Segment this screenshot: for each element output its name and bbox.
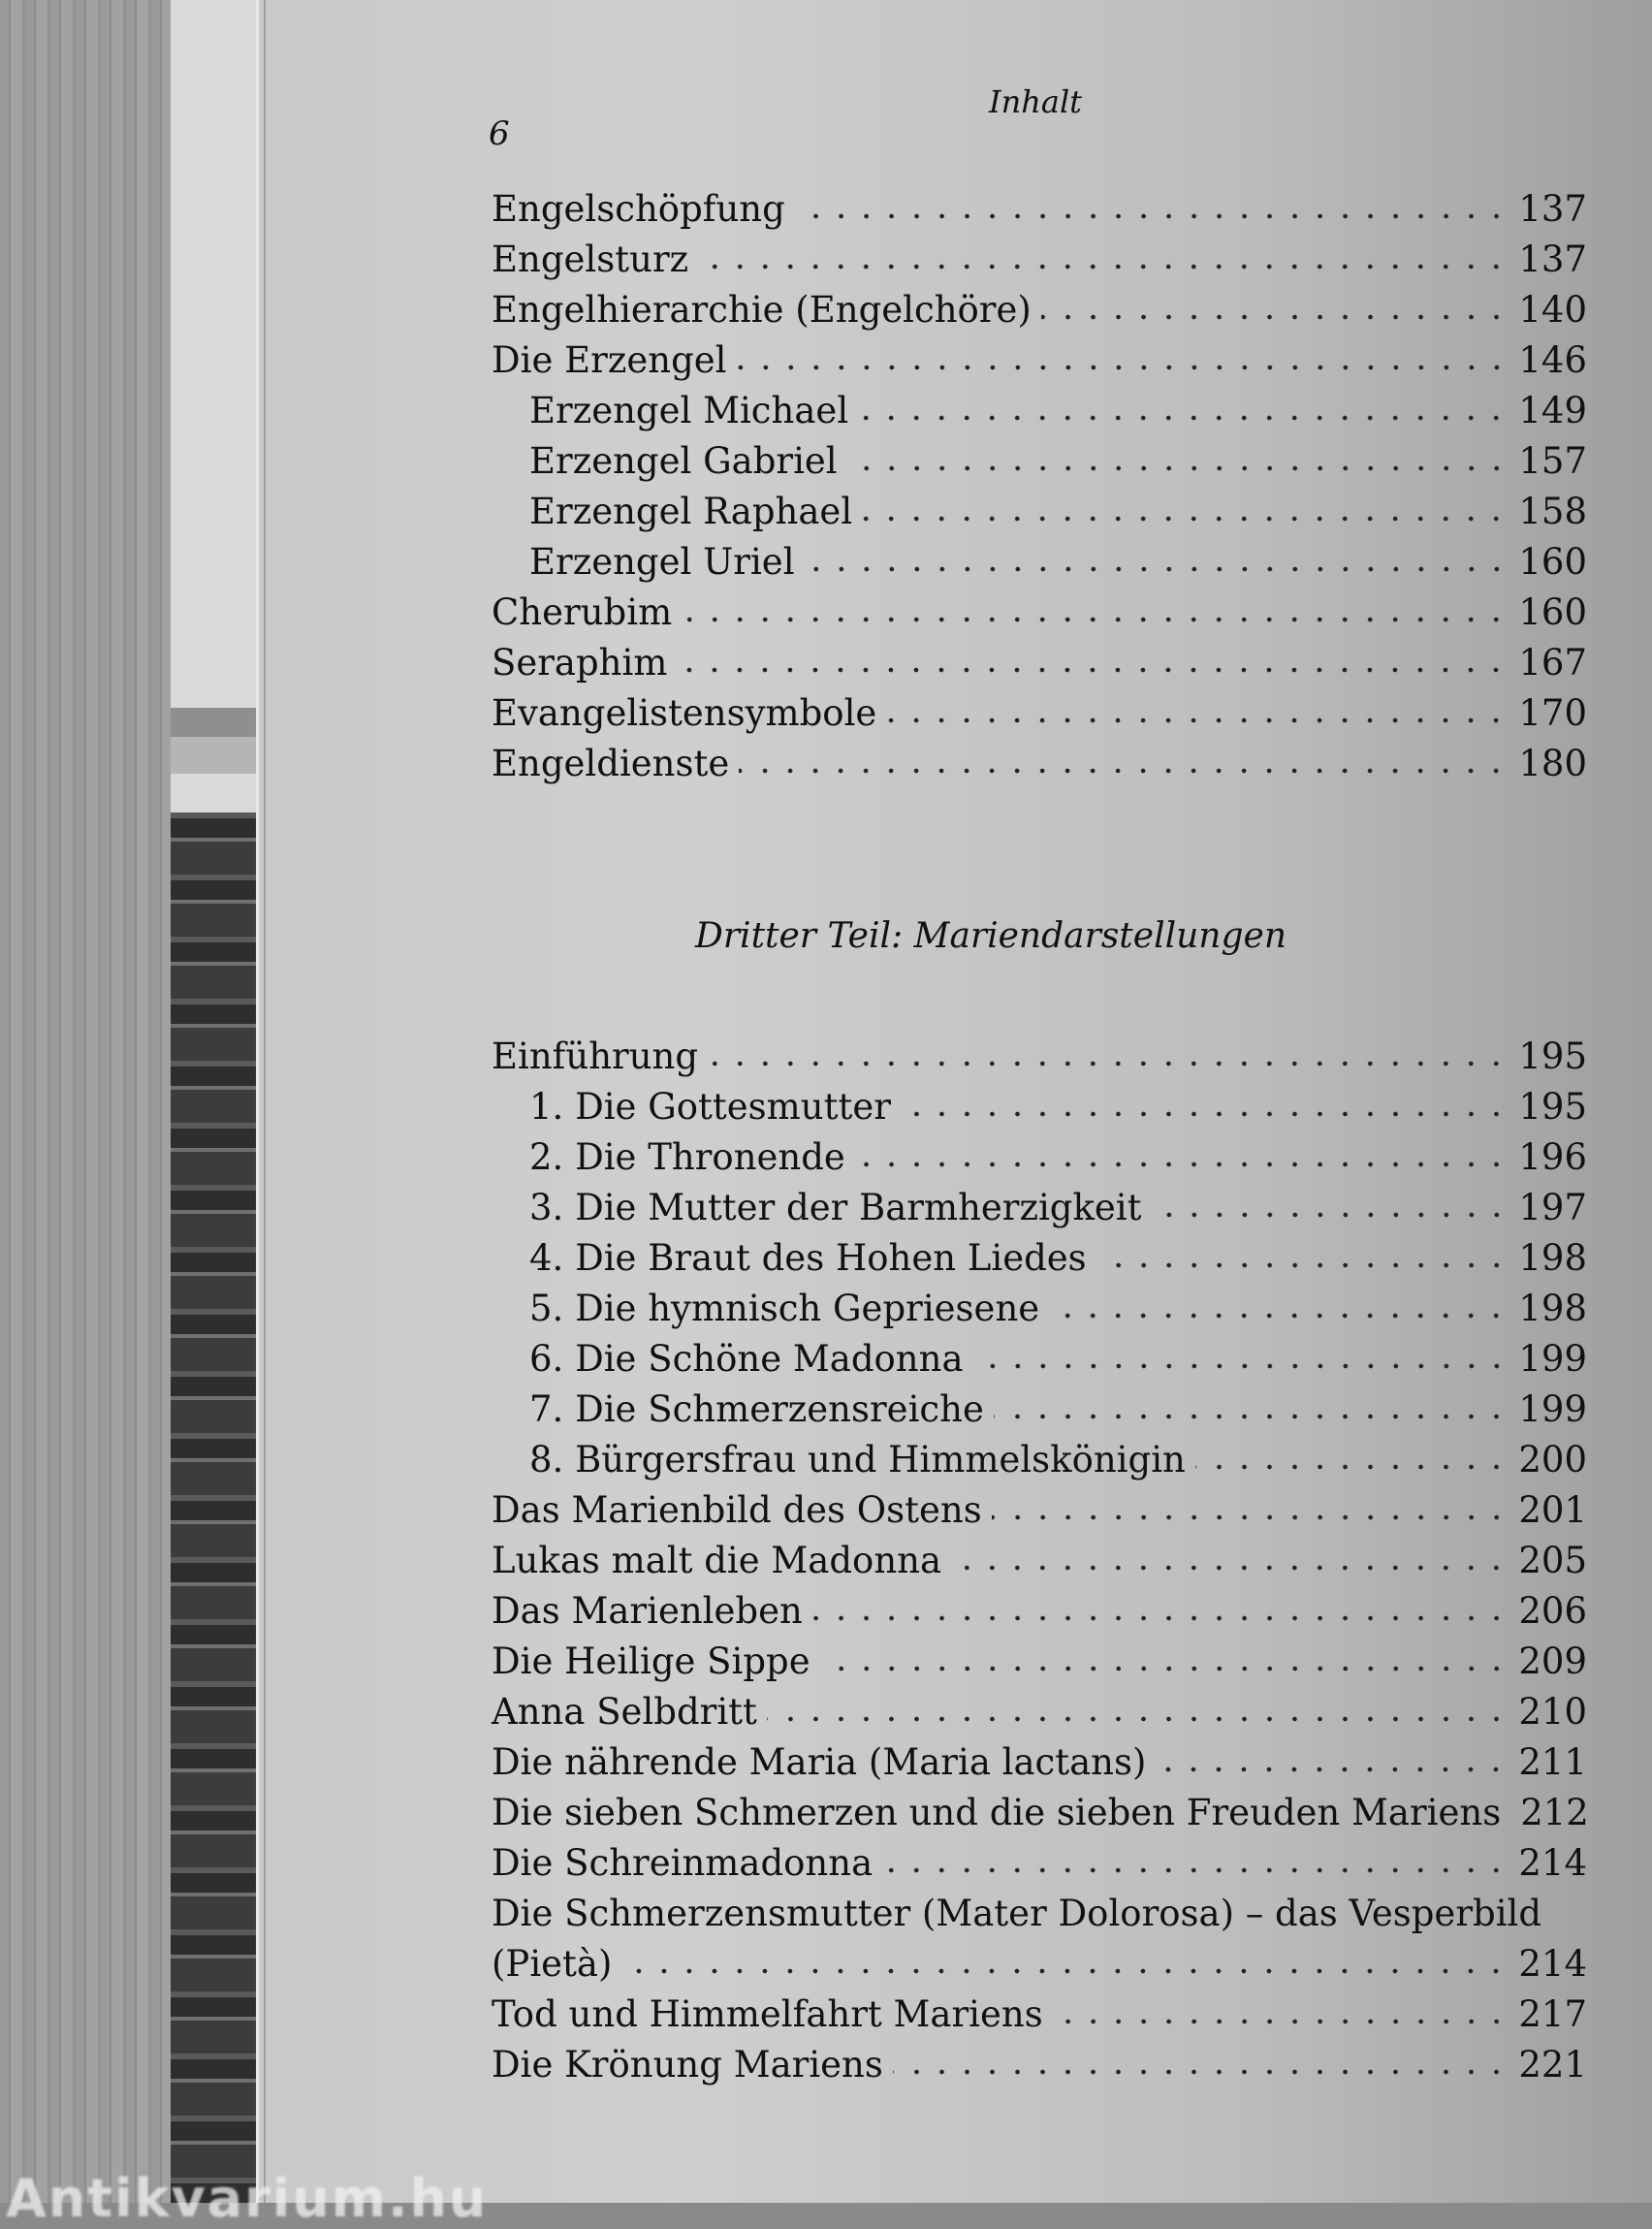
toc-entry-page: 195 [1518,1035,1587,1077]
toc-entry-title: 5. Die hymnisch Gepriesene [529,1288,1040,1329]
leader-dots [708,1059,1509,1068]
toc-entry-page: 160 [1518,591,1587,633]
toc-entry-title: Die Erzengel [492,339,727,381]
toc-entry-page: 195 [1518,1086,1587,1128]
toc-entry [492,285,1587,335]
toc-entry-title: Erzengel Gabriel [529,440,838,482]
toc-entry-page: 167 [1518,642,1587,684]
leader-dots [1152,1210,1509,1220]
toc-entry [492,1485,1587,1536]
leader-dots [1041,312,1509,322]
leader-dots [901,1109,1509,1119]
toc-entry [492,1284,1587,1334]
toc-entry-page: 212 [1520,1792,1589,1833]
toc-entry-title: Engelsturz [492,239,689,280]
toc-entry [492,1990,1587,2040]
toc-entry [492,688,1587,739]
toc-entry [492,1183,1587,1233]
toc-entry-title: Die Krönung Mariens [492,2044,883,2086]
leader-dots [805,564,1509,574]
toc-entry-page: 198 [1518,1288,1587,1329]
leader-dots [992,1513,1509,1522]
toc-entry-title: 8. Bürgersfrau und Himmelskönigin [529,1439,1186,1481]
toc-entry-title: 6. Die Schöne Madonna [529,1338,964,1380]
leader-dots [1195,1462,1509,1472]
leader-dots [767,1714,1509,1724]
watermark: Antikvarium.hu [6,2168,489,2229]
toc-entry-page: 140 [1518,289,1587,331]
toc-entry-title: Anna Selbdritt [492,1691,757,1733]
toc-entry-page: 199 [1518,1338,1587,1380]
toc-entry [492,739,1587,789]
toc-entry-continued [492,1939,1587,1990]
toc-entry-page: 199 [1518,1388,1587,1430]
toc-entry-page: 157 [1518,440,1587,482]
leader-dots [847,463,1509,473]
leader-dots [882,1865,1509,1875]
toc-entry [492,1838,1587,1889]
cover-pattern [171,812,256,2203]
toc-entry-page: 214 [1518,1943,1587,1985]
toc-entry-title-continued: (Pietà) [492,1943,613,1985]
toc-list-marian [492,1032,1587,2090]
toc-entry [492,537,1587,588]
toc-list-angels [492,184,1587,789]
toc-entry [492,1082,1587,1132]
toc-entry [492,1737,1587,1788]
toc-entry-title: 1. Die Gottesmutter [529,1086,891,1128]
toc-entry-title: Evangelistensymbole [492,692,877,734]
leader-dots [994,1412,1509,1421]
toc-entry [492,235,1587,285]
cover-band [171,708,256,737]
leader-dots [1049,1311,1509,1321]
toc-entry [492,2040,1587,2090]
toc-entry-title: Tod und Himmelfahrt Mariens [492,1993,1043,2035]
toc-entry [492,184,1587,235]
toc-entry-title: Engelhierarchie (Engelchöre) [492,289,1032,331]
leader-dots [855,1160,1509,1169]
toc-entry [492,1889,1587,1939]
toc-entry-page: 158 [1518,491,1587,532]
toc-entry-title: Die Heilige Sippe [492,1640,810,1682]
toc-entry [492,638,1587,688]
toc-entry-title: Das Marienleben [492,1590,803,1632]
leader-dots [677,665,1509,675]
leader-dots [973,1361,1509,1371]
leader-dots [862,514,1509,524]
leader-dots [698,262,1509,271]
toc-entry-page: 170 [1518,692,1587,734]
toc-entry [492,1435,1587,1485]
page-edge [264,0,266,2203]
toc-entry-title: 3. Die Mutter der Barmherzigkeit [529,1187,1142,1228]
toc-entry-title: Cherubim [492,591,673,633]
toc-entry-title: Erzengel Michael [529,390,849,431]
toc-entry [492,588,1587,638]
toc-entry-page: 196 [1518,1136,1587,1178]
toc-entry-page: 137 [1518,239,1587,280]
toc-entry-page: 197 [1518,1187,1587,1228]
toc-entry-page: 137 [1518,188,1587,230]
toc-entry [492,335,1587,386]
toc-entry-title: Erzengel Uriel [529,541,795,583]
toc-entry-page: 201 [1518,1489,1587,1531]
toc-entry [492,1536,1587,1586]
running-head: Inhalt [989,83,1083,120]
toc-entry-title: Die nährende Maria (Maria lactans) [492,1741,1147,1783]
section-title: Dritter Teil: Mariendarstellungen [694,916,1287,956]
toc-entry [492,1032,1587,1082]
leader-dots [951,1563,1509,1573]
toc-entry-title: Die sieben Schmerzen und die sieben Freuden Mariens [492,1792,1502,1833]
toc-entry-page: 160 [1518,541,1587,583]
leader-dots [795,211,1509,221]
toc-entry-page: 209 [1518,1640,1587,1682]
toc-entry [492,1586,1587,1637]
toc-entry [492,386,1587,436]
cover-band [171,737,256,774]
leader-dots [893,2067,1509,2077]
toc-entry-page: 221 [1518,2044,1587,2086]
toc-entry-page: 205 [1518,1540,1587,1581]
toc-entry-title: 7. Die Schmerzensreiche [529,1388,984,1430]
toc-entry-page: 217 [1518,1993,1587,2035]
toc-entry-page: 198 [1518,1237,1587,1279]
toc-entry-title: Engeldienste [492,743,730,784]
leader-dots [886,716,1509,725]
toc-entry [492,487,1587,537]
toc-entry [492,1334,1587,1385]
toc-entry-title: Einführung [492,1035,699,1077]
leader-dots [682,615,1509,624]
toc-entry-title: Engelschöpfung [492,188,785,230]
toc-entry-page: 180 [1518,743,1587,784]
leader-dots [820,1664,1509,1673]
toc-entry-title: 4. Die Braut des Hohen Liedes [529,1237,1087,1279]
toc-entry-page: 211 [1518,1741,1587,1783]
leader-dots [858,413,1509,423]
toc-entry-title: 2. Die Thronende [529,1136,845,1178]
leader-dots [1156,1765,1509,1774]
toc-entry-page: 214 [1518,1842,1587,1884]
toc-entry [492,1132,1587,1183]
toc-entry [492,436,1587,487]
toc-entry-page: 149 [1518,390,1587,431]
leader-dots [1096,1260,1509,1270]
toc-entry [492,1687,1587,1737]
toc-entry-page: 210 [1518,1691,1587,1733]
toc-entry-page: 206 [1518,1590,1587,1632]
toc-entry [492,1637,1587,1687]
toc-entry-title: Die Schreinmadonna [492,1842,874,1884]
toc-entry-title: Die Schmerzensmutter (Mater Dolorosa) – das Vesperbild [492,1893,1542,1934]
page-number: 6 [489,114,510,153]
leader-dots [737,363,1509,372]
toc-entry [492,1788,1587,1838]
toc-entry-title: Lukas malt die Madonna [492,1540,942,1581]
book-cover-edge [171,0,256,2203]
leader-dots [621,1966,1509,1976]
toc-entry [492,1233,1587,1284]
wood-background [0,0,171,2203]
toc-entry-page: 200 [1518,1439,1587,1481]
toc-entry [492,1385,1587,1435]
leader-dots [1053,2017,1509,2026]
leader-dots [812,1613,1509,1623]
toc-entry-title: Das Marienbild des Ostens [492,1489,982,1531]
leader-dots [739,766,1509,776]
toc-entry-page: 146 [1518,339,1587,381]
toc-entry-title: Erzengel Raphael [529,491,853,532]
toc-entry-title: Seraphim [492,642,668,684]
